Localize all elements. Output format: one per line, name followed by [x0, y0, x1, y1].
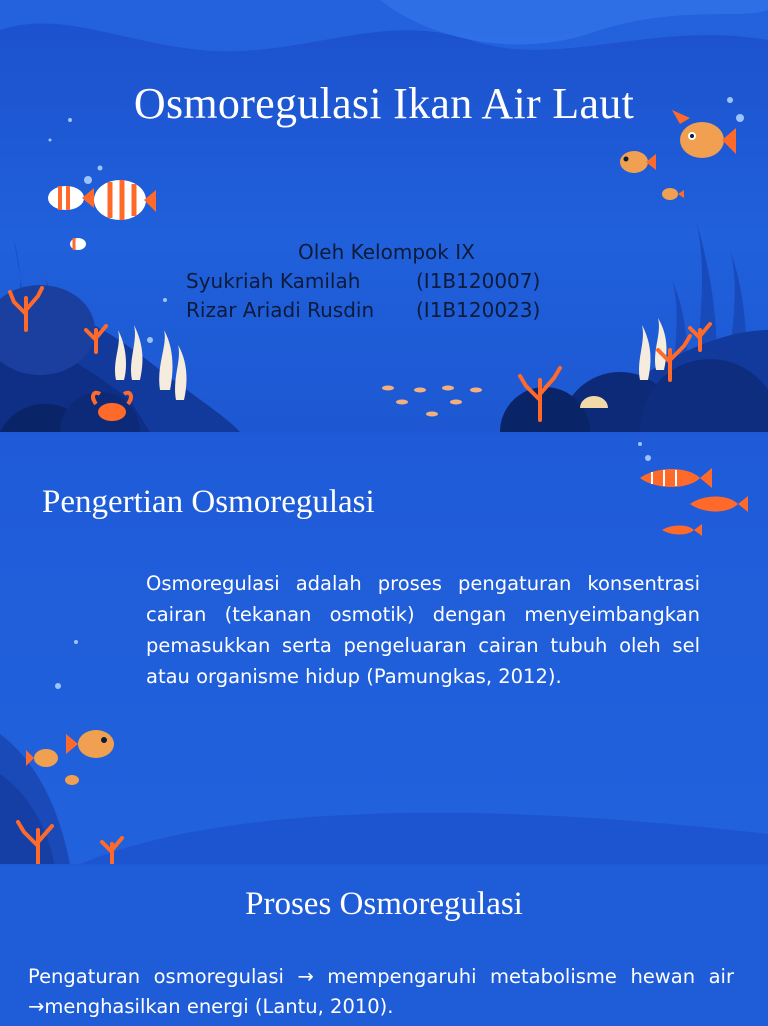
section-title: Proses Osmoregulasi: [245, 886, 523, 922]
fish-icon: [48, 180, 156, 250]
author-id: (I1B120007): [416, 269, 541, 293]
definition-paragraph: Osmoregulasi adalah proses pengaturan konsentrasi cairan (tekanan osmotik) dengan menyeimbangkan pemasukkan serta pengeluaran cairan tubuh oleh sel atau organisme hidup (Pamungkas, 2012).: [146, 572, 700, 688]
ocean-background: [0, 0, 768, 432]
author-id: (I1B120023): [416, 298, 541, 322]
fish-icon: [640, 468, 748, 536]
author-row: [186, 296, 540, 325]
definition-slide: [0, 434, 768, 864]
author-row: [186, 267, 540, 296]
author-name: Syukriah Kamilah: [186, 269, 361, 293]
fish-icon: [382, 386, 482, 417]
process-paragraph: Pengaturan osmoregulasi → mempengaruhi metabolisme hewan air →menghasilkan energi (Lantu, 2010).: [28, 965, 734, 1018]
title-slide: [0, 0, 768, 432]
author-name: Rizar Ariadi Rusdin: [186, 298, 375, 322]
process-slide: [0, 866, 768, 1026]
slide-title: Osmoregulasi Ikan Air Laut: [133, 79, 635, 128]
author-block: [186, 238, 540, 325]
group-name: Oleh Kelompok IX: [298, 240, 475, 264]
fish-icon: [26, 730, 114, 785]
section-title: Pengertian Osmoregulasi: [42, 484, 375, 520]
